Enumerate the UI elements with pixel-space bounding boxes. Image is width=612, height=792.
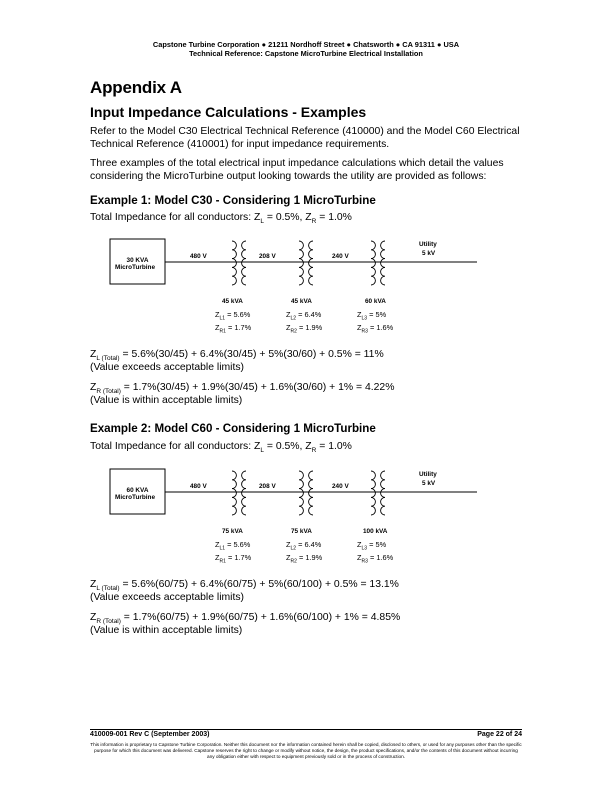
example-1-zr-total: $Z_{R (Total)} = 1.7\%(30/45) + 1.9\%(30/45) + 1.6\%(30/60) + 1\% = 4.22\%$ <box>90 382 395 396</box>
t2-zr: $Z_{R2} = 1.9\%$ <box>286 553 323 565</box>
t1-zr: $Z_{R1} = 1.7\%$ <box>215 323 252 335</box>
section-title: Input Impedance Calculations - Examples <box>90 104 367 120</box>
utility-voltage: 5 kV <box>422 250 436 257</box>
source-label-2: MicroTurbine <box>115 264 156 271</box>
t1-zl: $Z_{L1} = 5.6\%$ <box>215 310 251 322</box>
example-2-title: Example 2: Model C60 - Considering 1 MicroTurbine <box>90 422 376 435</box>
t2-kva: 75 kVA <box>291 528 312 535</box>
t1-zl: $Z_{L1} = 5.6\%$ <box>215 540 251 552</box>
t1-kva: 75 kVA <box>222 528 243 535</box>
t1-kva: 45 kVA <box>222 298 243 305</box>
t3-kva: 100 kVA <box>363 528 388 535</box>
example-1-title: Example 1: Model C30 - Considering 1 MicroTurbine <box>90 194 376 207</box>
transformer-1-icon <box>232 471 246 515</box>
transformer-2-icon <box>299 471 313 515</box>
t3-kva: 60 kVA <box>365 298 386 305</box>
example-1-diagram <box>90 233 530 333</box>
t2-kva: 45 kVA <box>291 298 312 305</box>
t3-zl: $Z_{L3} = 5\%$ <box>357 540 387 552</box>
footer-bar <box>90 731 522 738</box>
example-2-zr-note: (Value is within acceptable limits) <box>90 625 243 636</box>
voltage-2: 208 V <box>259 483 276 490</box>
voltage-1: 480 V <box>190 483 207 490</box>
footer-page-number: Page 22 of 24 <box>477 731 522 738</box>
example-2-zl-note: (Value exceeds acceptable limits) <box>90 592 245 603</box>
utility-voltage: 5 kV <box>422 480 436 487</box>
voltage-1: 480 V <box>190 253 207 260</box>
t1-zr: $Z_{R1} = 1.7\%$ <box>215 553 252 565</box>
example-2-diagram <box>90 463 530 563</box>
t2-zl: $Z_{L2} = 6.4\%$ <box>286 310 322 322</box>
source-label-2: MicroTurbine <box>115 494 156 501</box>
t3-zr: $Z_{R3} = 1.6\%$ <box>357 553 394 565</box>
header-address: Capstone Turbine Corporation ● 21211 Nordhoff Street ● Chatsworth ● CA 91311 ● USA <box>152 40 460 49</box>
footer-notice: This information is proprietary to Capstone Turbine Corporation. Neither this document nor the information contained herein shall be copied, disclosed to others, or used for any purposes other than the specific purpose for which this document was delivered. Capstone reserves the right to change or modify without notice, the design, the product specifications, and/or the contents of this document without incurring any obligation either with respect to equipment previously sold or in the process of construction. <box>90 742 522 760</box>
footer-divider <box>90 729 522 730</box>
footer-doc-id: 410009-001 Rev C (September 2003) <box>90 731 210 738</box>
source-label-1: 60 KVA <box>126 487 149 494</box>
transformer-2-icon <box>299 241 313 285</box>
utility-label: Utility <box>419 241 437 248</box>
t2-zl: $Z_{L2} = 6.4\%$ <box>286 540 322 552</box>
intro-paragraph-2: Three examples of the total electrical input impedance calculations which detail the values considering the MicroTurbine output looking towards the utility are provided as follows: <box>90 158 504 182</box>
utility-label: Utility <box>419 471 437 478</box>
header-subtitle: Technical Reference: Capstone MicroTurbine Electrical Installation <box>189 49 423 58</box>
example-2-total-impedance: Total Impedance for all conductors: $Z_L = 0.5\%$, $Z_R = 1.0\%$ <box>90 441 352 455</box>
transformer-3-icon <box>371 241 385 285</box>
example-2-zr-total: $Z_{R (Total)} = 1.7\%(60/75) + 1.9\%(60/75) + 1.6\%(60/100) + 1\% = 4.85\%$ <box>90 612 401 626</box>
example-1-zr-note: (Value is within acceptable limits) <box>90 395 243 406</box>
intro-paragraph-1: Refer to the Model C30 Electrical Technical Reference (410000) and the Model C60 Electrical Technical Reference (410001) for input impedance requirements. <box>90 126 520 150</box>
voltage-3: 240 V <box>332 253 349 260</box>
t2-zr: $Z_{R2} = 1.9\%$ <box>286 323 323 335</box>
t3-zr: $Z_{R3} = 1.6\%$ <box>357 323 394 335</box>
transformer-3-icon <box>371 471 385 515</box>
example-1-total-impedance: Total Impedance for all conductors: $Z_L = 0.5\%$, $Z_R = 1.0\%$ <box>90 212 352 226</box>
voltage-2: 208 V <box>259 253 276 260</box>
appendix-title: Appendix A <box>90 78 182 97</box>
transformer-1-icon <box>232 241 246 285</box>
example-1-zl-total: $Z_{L (Total)} = 5.6\%(30/45) + 6.4\%(30/45) + 5\%(30/60) + 0.5\% = 11\%$ <box>90 349 384 363</box>
voltage-3: 240 V <box>332 483 349 490</box>
example-1-zl-note: (Value exceeds acceptable limits) <box>90 362 245 373</box>
t3-zl: $Z_{L3} = 5\%$ <box>357 310 387 322</box>
example-2-zl-total: $Z_{L (Total)} = 5.6\%(60/75) + 6.4\%(60/75) + 5\%(60/100) + 0.5\% = 13.1\%$ <box>90 579 399 593</box>
source-label-1: 30 KVA <box>126 257 149 264</box>
